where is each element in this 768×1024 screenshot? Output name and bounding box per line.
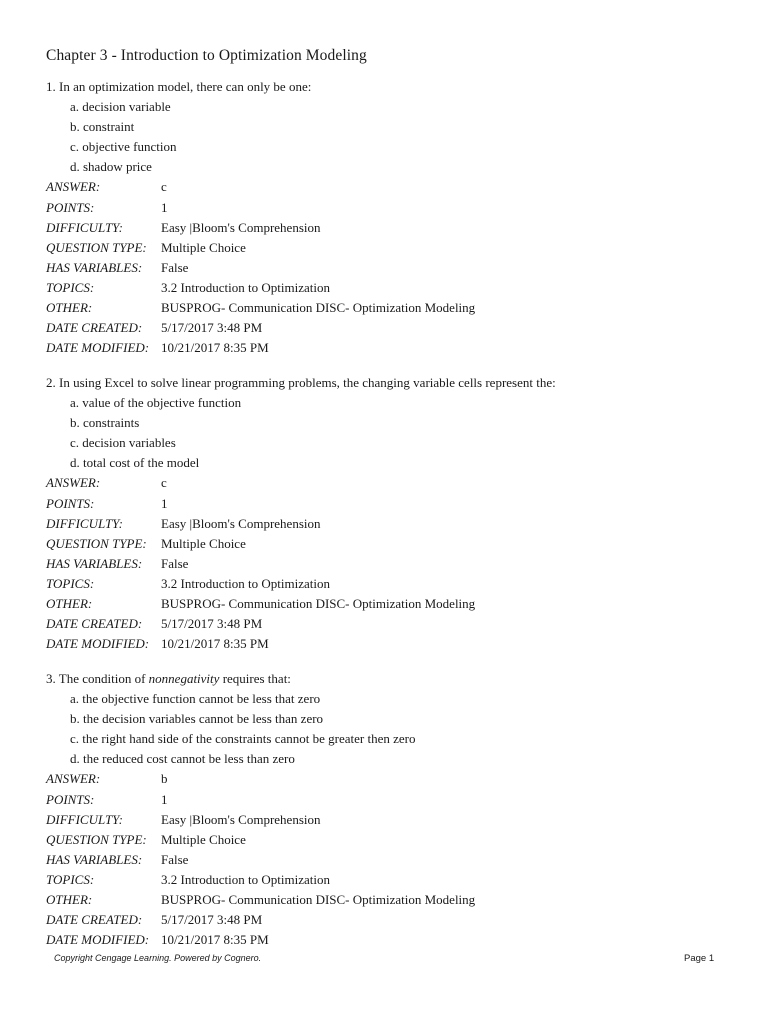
choice-d: d. total cost of the model: [70, 455, 200, 471]
difficulty-value: Easy |Bloom's Comprehension: [161, 515, 321, 531]
topics-value: 3.2 Introduction to Optimization: [161, 279, 330, 295]
date-created-value: 5/17/2017 3:48 PM: [161, 616, 263, 632]
choice-c: c. objective function: [70, 139, 177, 155]
has-variables-label: HAS VARIABLES:: [46, 259, 143, 275]
date-modified-row: [46, 930, 746, 950]
other-label: OTHER:: [46, 300, 93, 316]
difficulty-label: DIFFICULTY:: [46, 219, 123, 235]
question-type-row: [46, 238, 746, 258]
date-created-row: [46, 318, 746, 338]
difficulty-label: DIFFICULTY:: [46, 811, 123, 827]
question-3: [46, 669, 746, 950]
topics-row: [46, 870, 746, 890]
question-stem-text: 3. The condition of: [46, 671, 149, 686]
has-variables-row: [46, 258, 746, 278]
date-created-value: 5/17/2017 3:48 PM: [161, 320, 263, 336]
date-modified-label: DATE MODIFIED:: [46, 932, 150, 948]
topics-label: TOPICS:: [46, 575, 95, 591]
has-variables-value: False: [161, 259, 189, 275]
question-stem-text: 2. In using Excel to solve linear programming problems, the changing variable cells represent the:: [46, 375, 556, 390]
difficulty-value: Easy |Bloom's Comprehension: [161, 811, 321, 827]
other-value: BUSPROG- Communication DISC- Optimization Modeling: [161, 892, 476, 908]
topics-row: [46, 278, 746, 298]
choice-b: b. the decision variables cannot be less than zero: [70, 711, 324, 727]
answer-label: ANSWER:: [46, 179, 101, 195]
date-modified-label: DATE MODIFIED:: [46, 340, 150, 356]
has-variables-label: HAS VARIABLES:: [46, 555, 143, 571]
chapter-title: Chapter 3 - Introduction to Optimization Modeling: [46, 47, 367, 64]
has-variables-row: [46, 554, 746, 574]
date-created-row: [46, 910, 746, 930]
difficulty-row: [46, 218, 746, 238]
question-type-value: Multiple Choice: [161, 239, 246, 255]
question-type-label: QUESTION TYPE:: [46, 239, 147, 255]
date-created-label: DATE CREATED:: [46, 616, 143, 632]
difficulty-row: [46, 514, 746, 534]
points-label: POINTS:: [46, 495, 95, 511]
points-value: 1: [161, 495, 168, 511]
question-type-label: QUESTION TYPE:: [46, 831, 147, 847]
other-row: [46, 594, 746, 614]
question-stem-text-end: requires that:: [219, 671, 291, 686]
date-modified-value: 10/21/2017 8:35 PM: [161, 636, 269, 652]
choice-c: c. the right hand side of the constraints cannot be greater then zero: [70, 731, 416, 747]
points-label: POINTS:: [46, 791, 95, 807]
choice-d: d. shadow price: [70, 159, 152, 175]
other-label: OTHER:: [46, 892, 93, 908]
answer-value: b: [161, 771, 168, 787]
date-modified-value: 10/21/2017 8:35 PM: [161, 340, 269, 356]
other-label: OTHER:: [46, 596, 93, 612]
choice-b: b. constraints: [70, 415, 140, 431]
question-type-value: Multiple Choice: [161, 535, 246, 551]
points-value: 1: [161, 199, 168, 215]
choice-a: a. decision variable: [70, 99, 171, 115]
choice-b: b. constraint: [70, 119, 135, 135]
topics-row: [46, 574, 746, 594]
answer-value: c: [161, 475, 167, 491]
choice-a: a. value of the objective function: [70, 395, 242, 411]
choice-d: d. the reduced cost cannot be less than zero: [70, 751, 295, 767]
question-stem: [46, 669, 746, 689]
answer-label: ANSWER:: [46, 475, 101, 491]
question-type-row: [46, 830, 746, 850]
other-value: BUSPROG- Communication DISC- Optimization Modeling: [161, 596, 476, 612]
points-row: [46, 790, 746, 810]
points-value: 1: [161, 791, 168, 807]
topics-label: TOPICS:: [46, 279, 95, 295]
topics-value: 3.2 Introduction to Optimization: [161, 871, 330, 887]
has-variables-value: False: [161, 851, 189, 867]
question-stem-text: 1. In an optimization model, there can only be one:: [46, 79, 312, 94]
choice-c: c. decision variables: [70, 435, 176, 451]
topics-value: 3.2 Introduction to Optimization: [161, 575, 330, 591]
difficulty-label: DIFFICULTY:: [46, 515, 123, 531]
difficulty-value: Easy |Bloom's Comprehension: [161, 219, 321, 235]
other-row: [46, 890, 746, 910]
points-row: [46, 198, 746, 218]
question-stem: [46, 77, 746, 97]
has-variables-value: False: [161, 555, 189, 571]
difficulty-row: [46, 810, 746, 830]
answer-row: [46, 769, 746, 789]
choice-a: a. the objective function cannot be less that zero: [70, 691, 321, 707]
answer-row: [46, 177, 746, 197]
date-created-label: DATE CREATED:: [46, 320, 143, 336]
question-type-value: Multiple Choice: [161, 831, 246, 847]
question-stem: [46, 373, 746, 393]
page-number: Page 1: [684, 953, 715, 964]
question-type-label: QUESTION TYPE:: [46, 535, 147, 551]
points-row: [46, 494, 746, 514]
has-variables-label: HAS VARIABLES:: [46, 851, 143, 867]
other-row: [46, 298, 746, 318]
date-created-row: [46, 614, 746, 634]
question-2: [46, 373, 746, 654]
question-type-row: [46, 534, 746, 554]
points-label: POINTS:: [46, 199, 95, 215]
question-stem-emphasis: nonnegativity: [148, 671, 220, 686]
answer-label: ANSWER:: [46, 771, 101, 787]
answer-row: [46, 473, 746, 493]
date-modified-label: DATE MODIFIED:: [46, 636, 150, 652]
date-created-value: 5/17/2017 3:48 PM: [161, 912, 263, 928]
date-created-label: DATE CREATED:: [46, 912, 143, 928]
date-modified-value: 10/21/2017 8:35 PM: [161, 932, 269, 948]
topics-label: TOPICS:: [46, 871, 95, 887]
other-value: BUSPROG- Communication DISC- Optimization Modeling: [161, 300, 476, 316]
question-1: [46, 77, 746, 358]
has-variables-row: [46, 850, 746, 870]
date-modified-row: [46, 634, 746, 654]
footer-copyright: Copyright Cengage Learning. Powered by Cognero.: [54, 953, 262, 963]
date-modified-row: [46, 338, 746, 358]
answer-value: c: [161, 179, 167, 195]
